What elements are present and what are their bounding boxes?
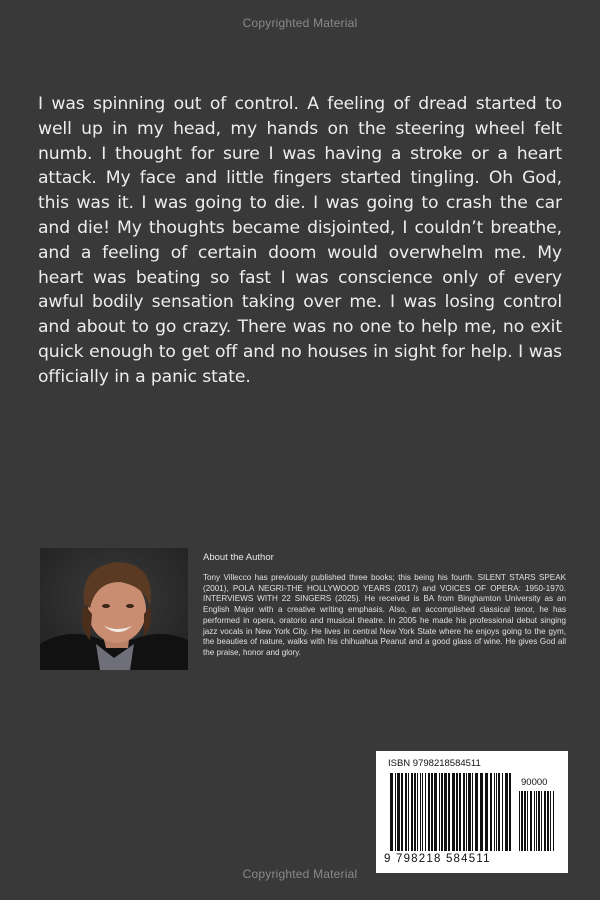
copyright-watermark-bottom: Copyrighted Material (242, 867, 358, 881)
price-code: 90000 (521, 777, 548, 788)
isbn-barcode (376, 751, 568, 873)
author-bio: Tony Villecco has previously published three books; this being his fourth. SILENT STARS SPEAK (2001), POLA NEGRI-THE HOLLYWOOD YEARS (2017) and VOICES OF OPERA: 1950-1970. INTERVIEWS WITH 22 SINGERS (2025). He received is BA from Binghamton University as an English Major with a creative writing emphasis. Also, an accomplished classical tenor, he has performed in opera, oratorio and musical theatre. In 2005 he made his professional debut singing jazz vocals in New York City. He lives in central New York State where he enjoys going to the gym, the beauties of nature, walks with his chihuahua Peanut and a good glass of wine. He gives God all the praise, honor and glory. (203, 573, 566, 657)
copyright-watermark-top: Copyrighted Material (242, 16, 358, 30)
about-author-heading: About the Author (203, 552, 274, 563)
ean-barcode-bars (390, 773, 514, 857)
author-photo (40, 548, 188, 670)
price-addon-bars (519, 791, 557, 851)
ean-digits: 9 798218 584511 (384, 853, 491, 865)
back-cover-excerpt: I was spinning out of control. A feeling of dread started to well up in my head, my hands on the steering wheel felt numb. I thought for sure I was having a stroke or a heart attack. My face and little fingers started tingling. Oh God, this was it. I was going to die. I was going to crash the car and die! My thoughts became disjointed, I couldn’t breathe, and a feeling of certain doom would overwhelm me. My heart was beating so fast I was conscience only of every awful bodily sensation taking over me. I was losing control and about to go crazy. There was no one to help me, no exit quick enough to get off and no houses in sight for help. I was officially in a panic state. (38, 94, 562, 387)
isbn-label: ISBN 9798218584511 (388, 758, 481, 769)
